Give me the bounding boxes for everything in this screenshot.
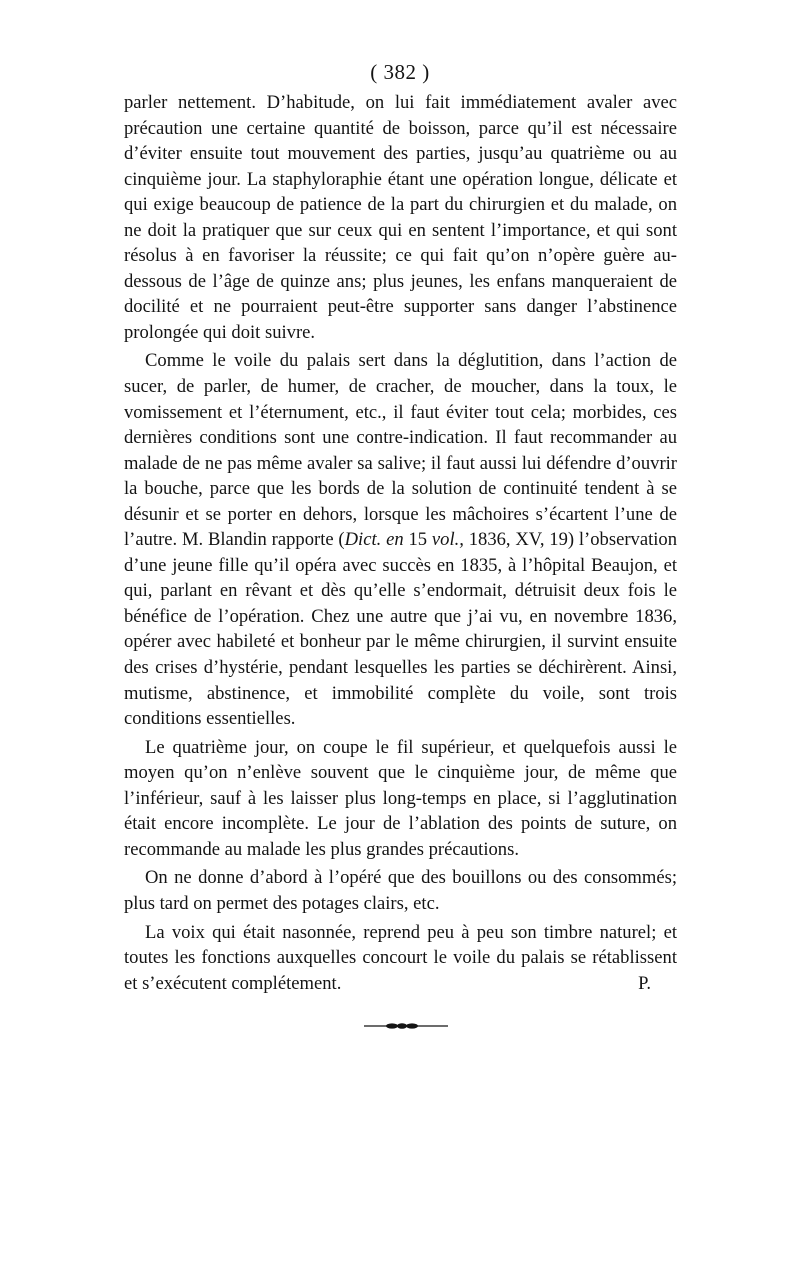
citation-vol: vol., (431, 529, 464, 551)
paragraph-4: On ne donne d’abord à l’opéré que des bouillons ou des consommés; plus tard on permet des potages clairs, etc. (124, 867, 677, 914)
paragraph-5 (124, 920, 677, 997)
paragraph-3: Le quatrième jour, on coupe le fil supérieur, et quelquefois aussi le moyen qu’on n’enlève souvent que le cinquième jour, de même que l’inférieur, sauf à les laisser plus long-temps en place, si l’agglutination était encore incomplète. Le jour de l’ablation des points de suture, on recommande au malade les plus grandes précautions. (124, 736, 677, 860)
paragraph-2-text-c: 1836, XV, 19) l’observation d’une jeune fille qu’il opéra avec succès en 1835, à l’hôpital Beaujon, et qui, parlant en rêvant et dès qu’elle s’endormait, détruisit deux fois le bénéfice de l’opération. Chez une autre que j’ai vu, en novembre 1836, opérer avec habileté et bonheur par le même chirurgien, il survint ensuite des crises d’hystérie, pendant lesquelles les parties se déchirèrent. Ainsi, mutisme, abstinence, et immobilité complète du voile, sont trois conditions essentielles. (124, 529, 678, 730)
citation-dict: Dict. en (344, 529, 404, 551)
paragraph-5-text: La voix qui était nasonnée, reprend peu à peu son timbre naturel; et toutes les fonctions auxquelles concourt le voile du palais se rétablissent et s’exécutent complétement. (124, 921, 677, 994)
paragraph-2-text-b: 15 (403, 529, 432, 551)
paragraph-1: parler nettement. D’habitude, on lui fait immédiatement avaler avec précaution une certaine quantité de boisson, parce qu’il est nécessaire d’éviter ensuite tout mouvement des parties, jusqu’au quatrième ou au cinquième jour. La staphyloraphie étant une opération longue, délicate et qui exige beaucoup de patience de la part du chirurgien et du malade, on ne doit la pratiquer que sur ceux qui en sentent l’importance, et qui sont résolus à en favoriser la réussite; ce qui fait qu’on n’opère guère au-dessous de l’âge de quinze ans; plus jeunes, les enfans manqueraient de docilité et ne pourraient peut-être supporter sans danger l’abstinence prolongée qui doit suivre. (124, 92, 677, 343)
ornamental-rule-icon (364, 1021, 448, 1031)
author-signature: P. (638, 972, 651, 994)
paragraph-2 (124, 348, 677, 731)
body-text (124, 90, 677, 996)
page-number: ( 382 ) (370, 60, 430, 84)
paragraph-2-text-a: Comme le voile du palais sert dans la déglutition, dans l’action de sucer, de parler, de humer, de cracher, de moucher, dans la toux, le vomissement et l’éternument, etc., il faut éviter tout cela; morbides, ces dernières conditions sont une contre-indication. Il faut recommander au malade de ne pas même avaler sa salive; il faut aussi lui défendre d’ouvrir la bouche, parce que les bords de la solution de continuité tendent à se désunir et se porter en dehors, lorsque les mâchoires s’écartent l’une de l’autre. M. Blandin rapporte ( (124, 350, 677, 551)
